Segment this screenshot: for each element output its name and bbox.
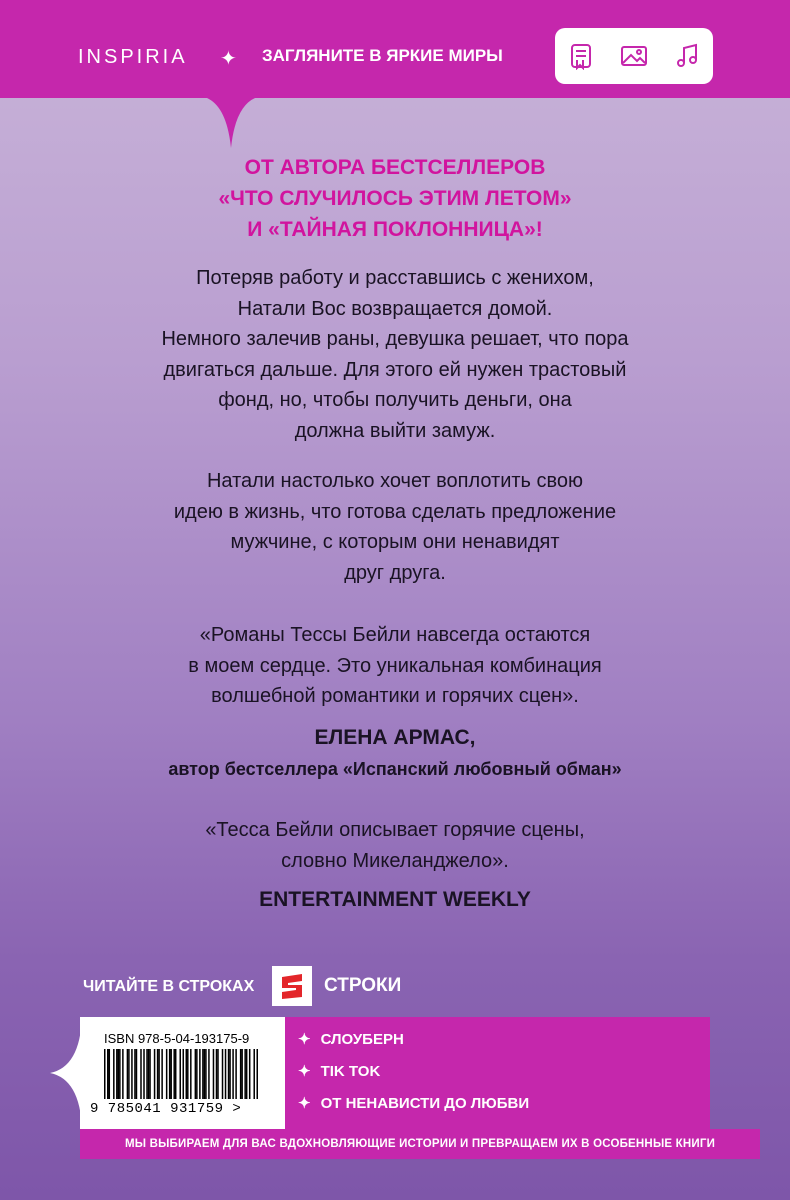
text-line: должна выйти замуж. [294,419,496,442]
footer-strip [80,1129,760,1159]
star-icon: ✦ [298,1063,311,1080]
quote-1-author: ЕЛЕНА АРМАС, [314,726,476,749]
quote-2 [0,815,790,876]
quote-1 [0,620,790,712]
text-line: «Тесса Бейли описывает горячие сцены, [205,819,585,841]
side-notch [50,1017,82,1129]
barcode [104,1049,258,1099]
music-icon [673,42,701,70]
service-name: СТРОКИ [324,975,402,996]
footer-text: МЫ ВЫБИРАЕМ ДЛЯ ВАС ВДОХНОВЛЯЮЩИЕ ИСТОРИИ И ПРЕВРАЩАЕМ ИХ В ОСОБЕННЫЕ КНИГИ [124,1138,716,1150]
tag-item [298,1094,529,1112]
book-icon [567,42,595,70]
text-line: двигаться дальше. Для этого ей нужен трастовый [163,358,627,381]
text-line: волшебной романтики и горячих сцен». [211,685,579,707]
synopsis-paragraph-1 [0,263,790,446]
isbn-digits: 9 785041 931759 > [90,1101,242,1117]
media-icons [555,28,713,84]
headline [0,152,790,245]
text-line: Потеряв работу и расставшись с женихом, [196,267,594,289]
read-in-service-label: ЧИТАЙТЕ В СТРОКАХ [83,978,255,995]
image-icon [620,42,648,70]
text-line: мужчине, с которым они ненавидят [230,531,560,553]
text-line: Натали настолько хочет воплотить свою [206,470,584,492]
headline-line: ОТ АВТОРА БЕСТСЕЛЛЕРОВ [244,156,546,179]
headline-line: И «ТАЙНАЯ ПОКЛОННИЦА»! [247,218,543,241]
tag-label: ОТ НЕНАВИСТИ ДО ЛЮБВИ [320,1095,530,1112]
text-line: «Романы Тессы Бейли навсегда остаются [199,624,591,646]
text-line: друг друга. [344,561,446,584]
text-line: словно Микеланджело». [281,849,509,872]
text-line: Немного залечив раны, девушка решает, что пора [161,328,629,350]
text-line: идею в жизнь, что готова сделать предложение [173,500,617,523]
star-icon: ✦ [298,1095,311,1112]
tag-label: TIK TOK [320,1063,381,1080]
isbn-label: ISBN 978-5-04-193175-9 [104,1031,250,1046]
star-icon: ✦ [298,1031,311,1048]
quote-1-author-role: автор бестселлера «Испанский любовный обман» [168,759,622,779]
synopsis-paragraph-2 [0,466,790,588]
tag-label: СЛОУБЕРН [320,1031,404,1048]
star-icon: ✦ [220,48,237,70]
text-line: Натали Вос возвращается домой. [237,297,553,320]
tag-item [298,1030,404,1048]
text-line: в моем сердце. Это уникальная комбинация [188,654,602,677]
quote-2-source: ENTERTAINMENT WEEKLY [259,888,531,911]
brand-logo: INSPIRIA [78,46,188,68]
header-notch [200,96,262,148]
headline-line: «ЧТО СЛУЧИЛОСЬ ЭТИМ ЛЕТОМ» [218,187,572,210]
header-tagline: ЗАГЛЯНИТЕ В ЯРКИЕ МИРЫ [262,46,503,65]
stroki-logo-icon [272,966,312,1006]
text-line: фонд, но, чтобы получить деньги, она [218,389,572,411]
tag-item [298,1062,380,1080]
